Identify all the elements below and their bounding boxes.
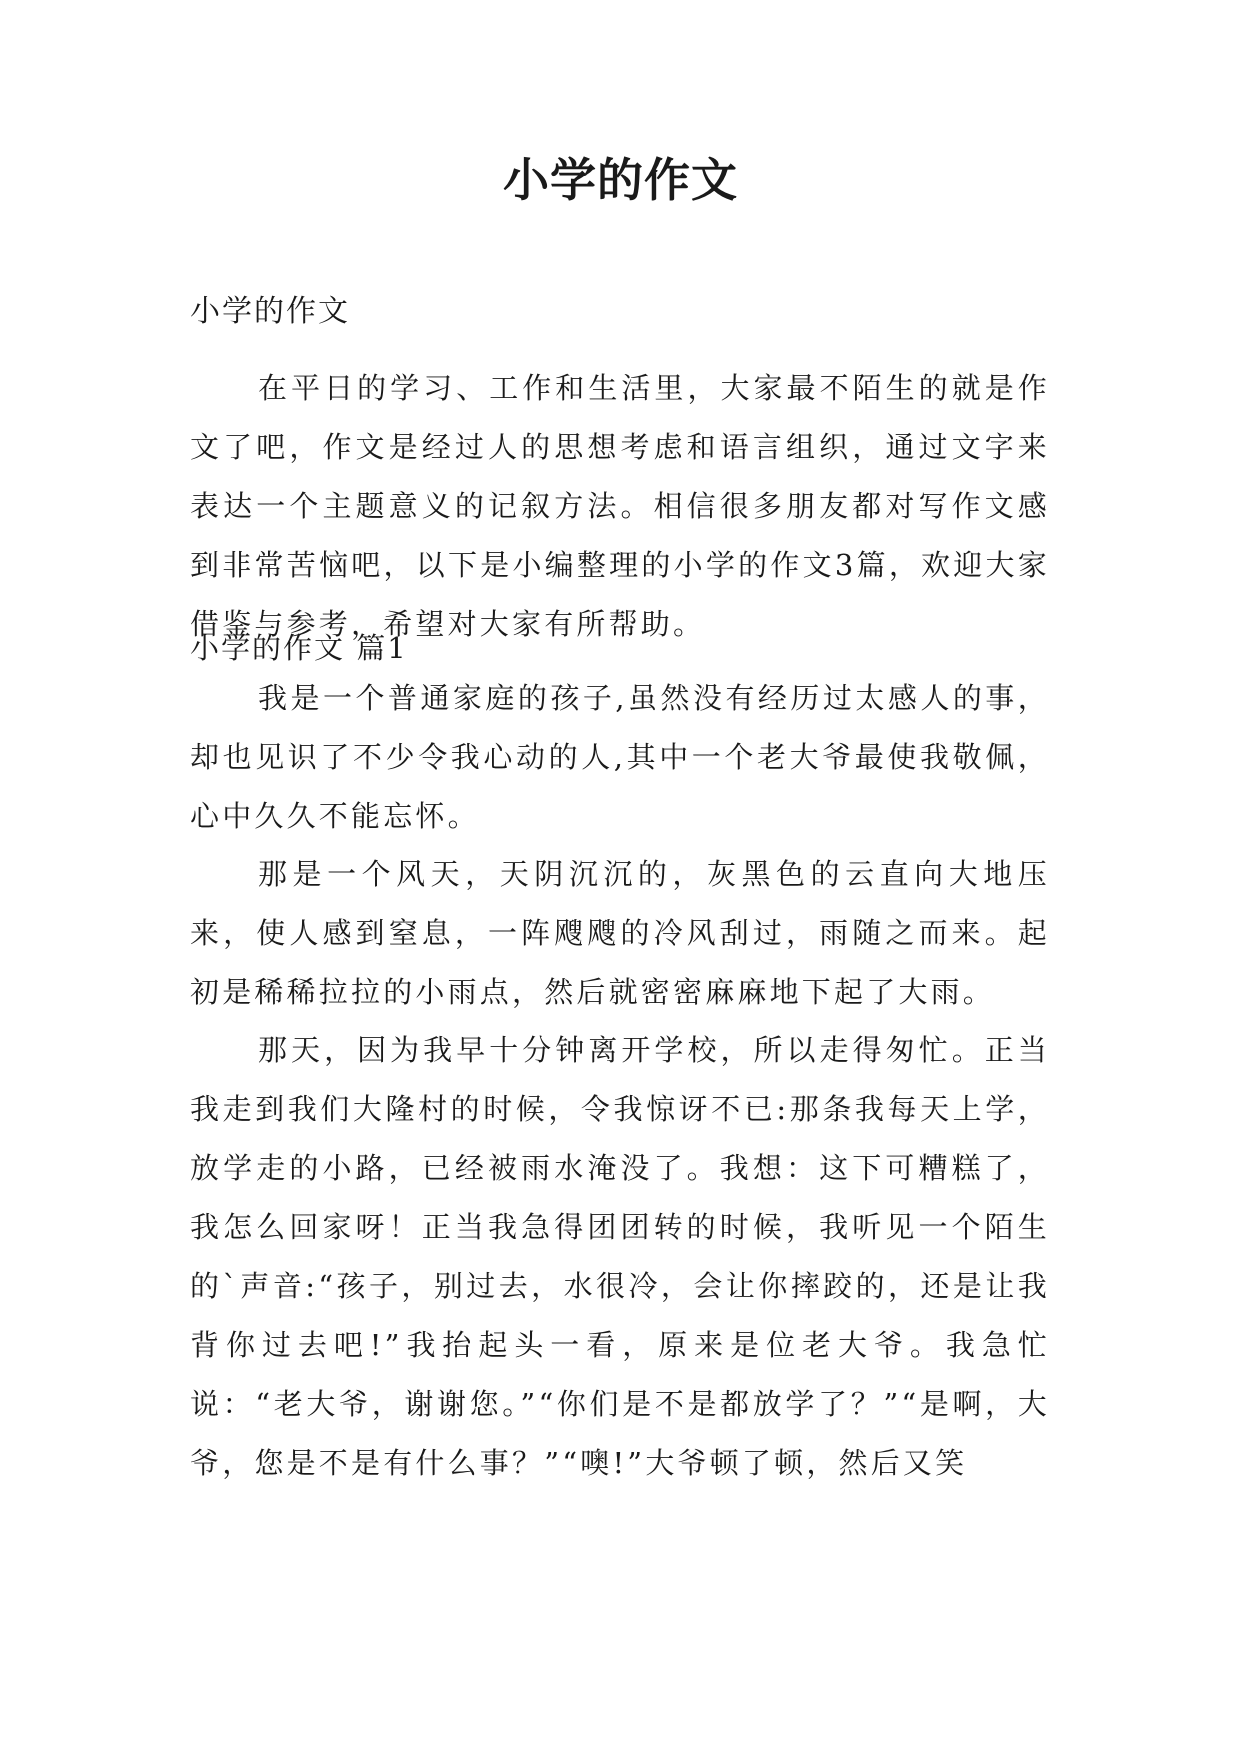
- body-paragraph: 那天，因为我早十分钟离开学校，所以走得匆忙。正当我走到我们大隆村的时候，令我惊讶不已:那条我每天上学，放学走的小路，已经被雨水淹没了。我想：这下可糟糕了，我怎么回家呀！正当我急得团团转的时候，我听见一个陌生的`声音:“孩子，别过去，水很冷，会让你摔跤的，还是让我背你过去吧!”我抬起头一看，原来是位老大爷。我急忙说：“老大爷，谢谢您。”“你们是不是都放学了？”“是啊，大爷，您是不是有什么事？”“噢!”大爷顿了顿，然后又笑: [190, 1033, 1050, 1480]
- section-heading: 小学的作文 篇1: [190, 631, 408, 665]
- body-paragraph: 我是一个普通家庭的孩子,虽然没有经历过太感人的事，却也见识了不少令我心动的人,其中一个老大爷最使我敬佩，心中久久不能忘怀。: [190, 681, 1050, 833]
- document-title: 小学的作文: [503, 153, 738, 207]
- document-subtitle: 小学的作文: [190, 294, 350, 329]
- intro-paragraph: 在平日的学习、工作和生活里，大家最不陌生的就是作文了吧，作文是经过人的思想考虑和语言组织，通过文字来表达一个主题意义的记叙方法。相信很多朋友都对写作文感到非常苦恼吧，以下是小编整理的小学的作文3篇，欢迎大家借鉴与参考，希望对大家有所帮助。: [190, 371, 1050, 641]
- body-paragraph: 那是一个风天，天阴沉沉的，灰黑色的云直向大地压来，使人感到窒息，一阵飕飕的冷风刮过，雨随之而来。起初是稀稀拉拉的小雨点，然后就密密麻麻地下起了大雨。: [190, 857, 1050, 1009]
